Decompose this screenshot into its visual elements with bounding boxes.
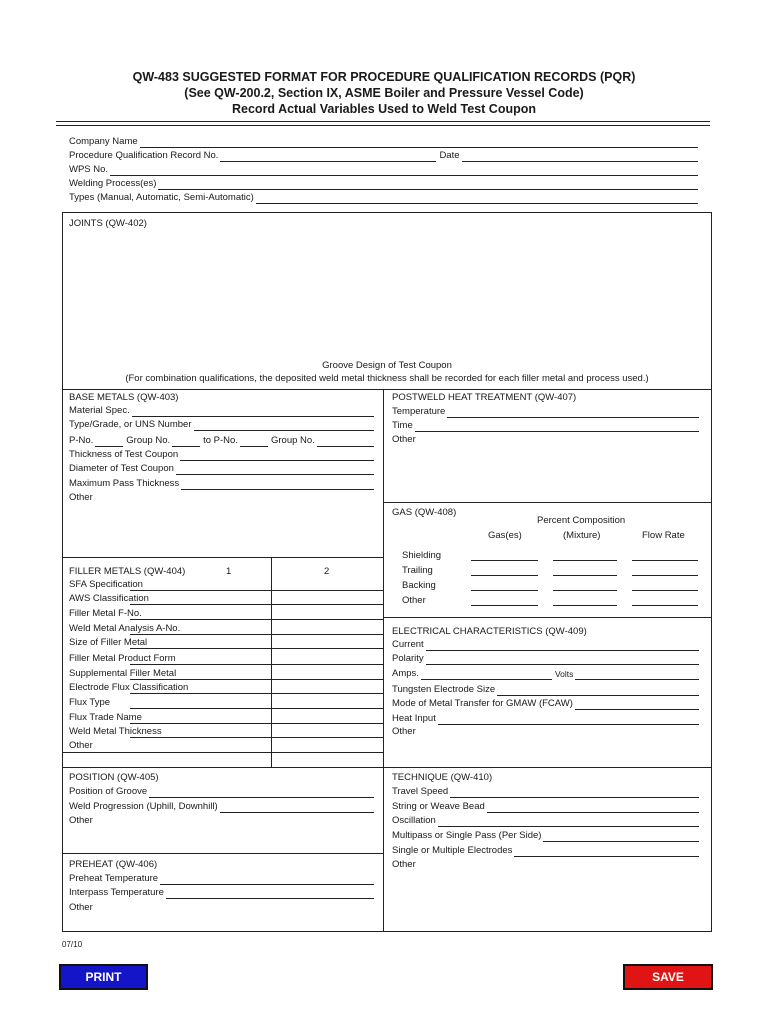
filler-row-label: Size of Filler Metal <box>69 637 148 648</box>
p-no-label: P-No. <box>69 435 94 446</box>
types-label: Types (Manual, Automatic, Semi-Automatic) <box>69 192 254 203</box>
date-label: Date <box>439 150 460 161</box>
max-pass-label: Maximum Pass Thickness <box>69 478 180 489</box>
electrodes-field[interactable] <box>392 844 699 857</box>
gas-title: GAS (QW-408) <box>392 507 457 518</box>
joints-note: (For combination qualifications, the deposited weld metal thickness shall be recorded for each filler metal and process used.) <box>125 373 649 384</box>
gas-type-field[interactable] <box>471 575 538 576</box>
filler-row-label: AWS Classification <box>69 593 149 604</box>
material-spec-label: Material Spec. <box>69 405 130 416</box>
filler-row-field[interactable] <box>130 679 383 680</box>
gas-row-label: Shielding <box>402 550 442 561</box>
filler-row-label: Weld Metal Thickness <box>69 726 162 737</box>
gas-mixture-field[interactable] <box>553 575 617 576</box>
pwht-time-label: Time <box>392 420 413 431</box>
group-no-2-label: Group No. <box>270 435 315 446</box>
filler-row-field[interactable] <box>130 693 383 694</box>
oscillation-label: Oscillation <box>392 815 436 826</box>
groove-design-caption: Groove Design of Test Coupon <box>322 360 452 371</box>
filler-row-field[interactable] <box>130 604 383 605</box>
gas-mixture-field[interactable] <box>553 590 617 591</box>
volts-label: Volts <box>554 669 574 679</box>
filler-other-field[interactable] <box>62 752 384 753</box>
technique-other-label: Other <box>392 859 416 870</box>
form-instruction: Record Actual Variables Used to Weld Test Coupon <box>232 102 536 116</box>
thickness-field[interactable] <box>69 448 374 461</box>
gas-flow-rate-field[interactable] <box>632 590 698 591</box>
pwht-other-label: Other <box>392 434 416 445</box>
gases-col-header: Gas(es) <box>488 530 522 541</box>
left-divider-3 <box>62 853 384 854</box>
filler-row-label: Supplemental Filler Metal <box>69 668 177 679</box>
left-divider-2 <box>62 767 384 768</box>
p-no-field[interactable] <box>95 438 123 447</box>
group-no-field[interactable] <box>172 438 200 447</box>
filler-metals-title: FILLER METALS (QW-404) <box>69 566 186 577</box>
form-subtitle: (See QW-200.2, Section IX, ASME Boiler and Pressure Vessel Code) <box>184 86 584 100</box>
pwht-time-field[interactable] <box>392 419 699 432</box>
mixture-col-header: (Mixture) <box>563 530 601 541</box>
transfer-field[interactable] <box>392 697 699 710</box>
welding-process-field[interactable] <box>69 177 698 190</box>
print-button[interactable]: PRINT <box>59 964 148 990</box>
pqr-no-field[interactable] <box>69 149 698 162</box>
save-button[interactable]: SAVE <box>623 964 713 990</box>
filler-row-label: SFA Specification <box>69 579 143 590</box>
base-metals-other-label: Other <box>69 492 93 503</box>
travel-speed-field[interactable] <box>392 785 699 798</box>
type-grade-field[interactable] <box>69 418 374 431</box>
technique-title: TECHNIQUE (QW-410) <box>392 772 493 783</box>
company-name-label: Company Name <box>69 136 138 147</box>
tungsten-field[interactable] <box>392 683 699 696</box>
current-label: Current <box>392 639 424 650</box>
pwht-temperature-label: Temperature <box>392 406 446 417</box>
filler-row-label: Weld Metal Analysis A-No. <box>69 623 181 634</box>
tungsten-label: Tungsten Electrode Size <box>392 684 496 695</box>
amps-field[interactable] <box>421 671 552 680</box>
gas-row-label: Other <box>402 595 426 606</box>
transfer-label: Mode of Metal Transfer for GMAW (FCAW) <box>392 698 573 709</box>
filler-row-field[interactable] <box>130 664 383 665</box>
right-divider-1 <box>383 502 712 503</box>
material-spec-field[interactable] <box>69 404 374 417</box>
filler-row-field[interactable] <box>130 648 383 649</box>
max-pass-field[interactable] <box>69 477 374 490</box>
gas-flow-rate-field[interactable] <box>632 560 698 561</box>
gas-flow-rate-field[interactable] <box>632 575 698 576</box>
pwht-title: POSTWELD HEAT TREATMENT (QW-407) <box>392 392 577 403</box>
preheat-other-label: Other <box>69 902 93 913</box>
header-rule-bottom <box>56 125 710 126</box>
type-grade-label: Type/Grade, or UNS Number <box>69 419 192 430</box>
header-rule-top <box>56 121 710 122</box>
gas-type-field[interactable] <box>471 605 538 606</box>
polarity-field[interactable] <box>392 652 699 665</box>
gas-type-field[interactable] <box>471 560 538 561</box>
multipass-field[interactable] <box>392 829 699 842</box>
pwht-temperature-field[interactable] <box>392 405 699 418</box>
electrical-other-label: Other <box>392 726 416 737</box>
amps-label: Amps. <box>392 668 419 679</box>
gas-type-field[interactable] <box>471 590 538 591</box>
filler-row-field[interactable] <box>130 708 383 709</box>
joints-title: JOINTS (QW-402) <box>69 218 147 229</box>
groove-position-label: Position of Groove <box>69 786 148 797</box>
right-divider-2 <box>383 617 712 618</box>
filler-row-field[interactable] <box>130 619 383 620</box>
diameter-field[interactable] <box>69 462 374 475</box>
amps-volts-row <box>392 667 699 680</box>
filler-row-field[interactable] <box>130 590 383 591</box>
multipass-label: Multipass or Single Pass (Per Side) <box>392 830 542 841</box>
filler-row-label: Flux Type <box>69 697 111 708</box>
polarity-label: Polarity <box>392 653 424 664</box>
heat-input-field[interactable] <box>392 712 699 725</box>
filler-row-label: Flux Trade Name <box>69 712 142 723</box>
volts-field[interactable] <box>575 671 699 680</box>
filler-col-divider-1 <box>271 557 272 767</box>
filler-row-label: Filler Metal Product Form <box>69 653 176 664</box>
filler-row-field[interactable] <box>130 634 383 635</box>
string-weave-field[interactable] <box>392 800 699 813</box>
gas-row-label: Trailing <box>402 565 433 576</box>
diameter-label: Diameter of Test Coupon <box>69 463 174 474</box>
base-metals-title: BASE METALS (QW-403) <box>69 392 179 403</box>
gas-flow-rate-field[interactable] <box>632 605 698 606</box>
left-divider-1 <box>62 557 384 558</box>
electrodes-label: Single or Multiple Electrodes <box>392 845 513 856</box>
percent-composition-label: Percent Composition <box>537 515 626 526</box>
filler-row-field[interactable] <box>130 737 383 738</box>
progression-field[interactable] <box>69 800 374 813</box>
progression-label: Weld Progression (Uphill, Downhill) <box>69 801 218 812</box>
company-name-field[interactable] <box>69 135 698 148</box>
oscillation-field[interactable] <box>392 814 699 827</box>
groove-position-field[interactable] <box>69 785 374 798</box>
types-field[interactable] <box>69 191 698 204</box>
filler-col-2-header: 2 <box>324 566 330 577</box>
filler-col-1-header: 1 <box>226 566 232 577</box>
gas-mixture-field[interactable] <box>553 605 617 606</box>
preheat-temp-field[interactable] <box>69 872 374 885</box>
preheat-title: PREHEAT (QW-406) <box>69 859 158 870</box>
pqr-no-label: Procedure Qualification Record No. <box>69 150 219 161</box>
group-no-2-field[interactable] <box>317 438 374 447</box>
thickness-label: Thickness of Test Coupon <box>69 449 179 460</box>
form-title: QW-483 SUGGESTED FORMAT FOR PROCEDURE QUALIFICATION RECORDS (PQR) <box>132 70 636 84</box>
right-divider-3 <box>383 767 712 768</box>
wps-no-label: WPS No. <box>69 164 109 175</box>
filler-row-label: Filler Metal F-No. <box>69 608 142 619</box>
gas-row-label: Backing <box>402 580 436 591</box>
heat-input-label: Heat Input <box>392 713 436 724</box>
interpass-temp-label: Interpass Temperature <box>69 887 164 898</box>
p-no-row <box>69 434 374 447</box>
date-field[interactable] <box>462 153 698 162</box>
filler-row-label: Electrode Flux Classification <box>69 682 189 693</box>
to-p-no-label: to P-No. <box>203 435 238 446</box>
revision-label: 07/10 <box>62 940 83 949</box>
filler-row-label: Other <box>69 740 93 751</box>
string-weave-label: String or Weave Bead <box>392 801 485 812</box>
group-no-label: Group No. <box>126 435 171 446</box>
travel-speed-label: Travel Speed <box>392 786 449 797</box>
electrical-title: ELECTRICAL CHARACTERISTICS (QW-409) <box>392 626 587 637</box>
to-p-no-field[interactable] <box>240 438 268 447</box>
wps-no-field[interactable] <box>69 163 698 176</box>
gas-mixture-field[interactable] <box>553 560 617 561</box>
welding-process-label: Welding Process(es) <box>69 178 157 189</box>
position-title: POSITION (QW-405) <box>69 772 159 783</box>
filler-row-field[interactable] <box>130 723 383 724</box>
interpass-temp-field[interactable] <box>69 886 374 899</box>
flow-rate-col-header: Flow Rate <box>642 530 685 541</box>
filler-col-divider-2 <box>383 557 384 767</box>
current-field[interactable] <box>392 638 699 651</box>
preheat-temp-label: Preheat Temperature <box>69 873 159 884</box>
position-other-label: Other <box>69 815 93 826</box>
